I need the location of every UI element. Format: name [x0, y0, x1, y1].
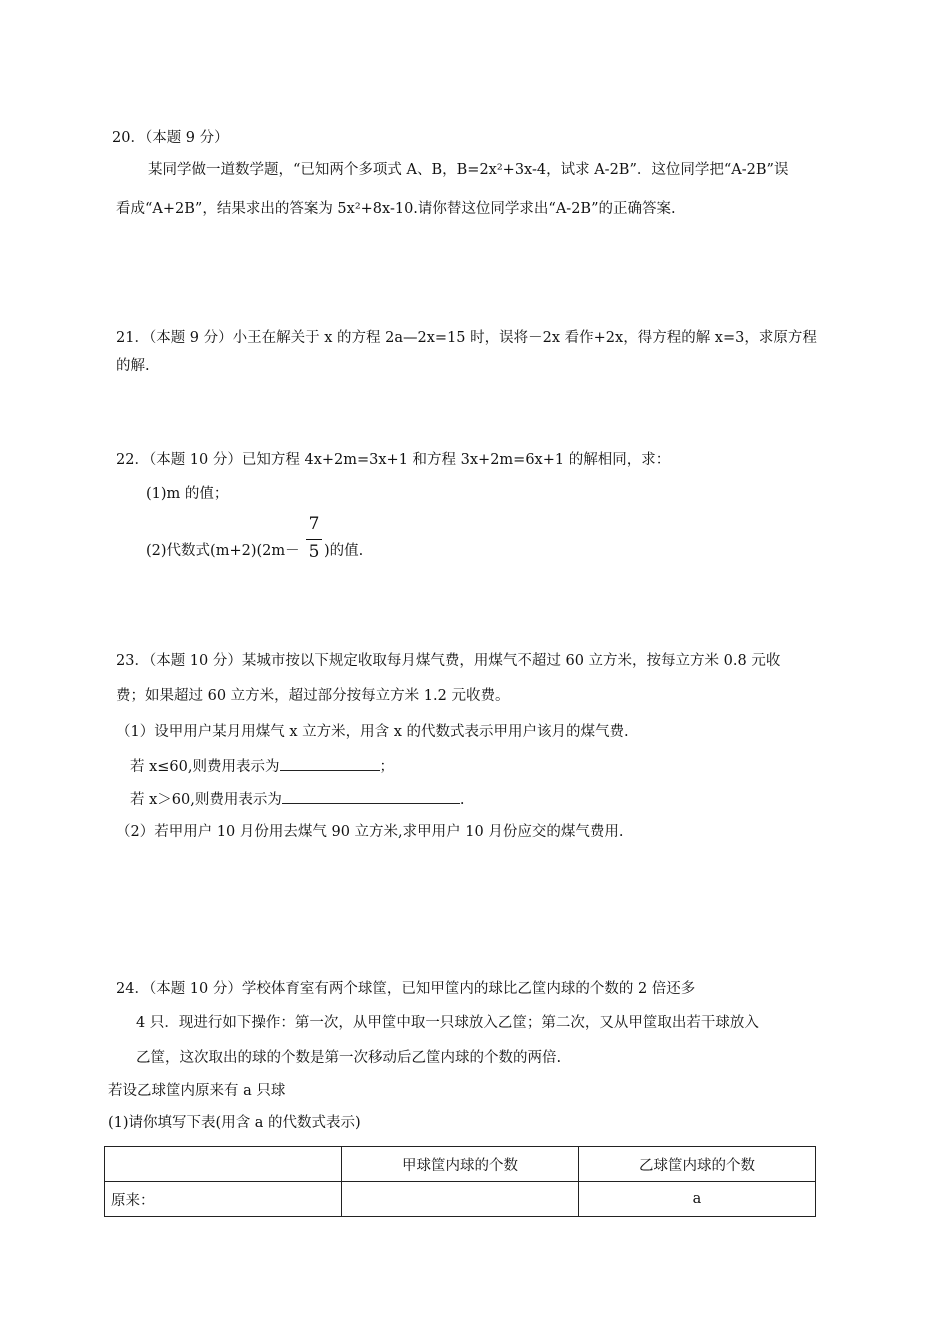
table-header-cell: 乙球筐内球的个数	[579, 1147, 816, 1182]
table-cell-label: 原来：	[105, 1182, 342, 1217]
q22-part2-suffix: )的值.	[324, 543, 364, 559]
q24-answer-table	[104, 1146, 816, 1217]
table-row	[105, 1182, 816, 1217]
q20-header: 20．（本题 9 分）	[112, 130, 229, 146]
q23-part2: （2）若甲用户 10 月份用去煤气 90 立方米,求甲用户 10 月份应交的煤气费用.	[116, 824, 624, 840]
table-header-cell: 甲球筐内球的个数	[342, 1147, 579, 1182]
q23-text-line2: 费；如果超过 60 立方米，超过部分按每立方米 1.2 元收费。	[116, 688, 510, 704]
q22-fraction-denominator: 5	[308, 542, 320, 562]
table-header-cell	[105, 1147, 342, 1182]
q22-part1: (1)m 的值；	[146, 486, 229, 502]
table-header-row	[105, 1147, 816, 1182]
q23-case1-answer-blank[interactable]	[280, 756, 380, 771]
q23-case1-suffix: ；	[379, 759, 394, 775]
table-cell-answer[interactable]	[342, 1182, 579, 1217]
table-cell-value: a	[579, 1182, 816, 1217]
q23-part1: （1）设甲用户某月用煤气 x 立方米，用含 x 的代数式表示甲用户该月的煤气费.	[116, 724, 629, 740]
q22-fraction-numerator: 7	[308, 514, 320, 534]
q24-text-line4: 若设乙球筐内原来有 a 只球	[108, 1083, 286, 1099]
q23-case1	[130, 756, 394, 777]
q23-case2-answer-blank[interactable]	[282, 789, 460, 804]
q22-part2-prefix: (2)代数式(m+2)(2m－	[146, 543, 300, 559]
q23-case2-prefix: 若 x＞60,则费用表示为	[130, 792, 282, 808]
q24-text-line2: 4 只．现进行如下操作：第一次，从甲筐中取一只球放入乙筐；第二次，又从甲筐取出若干球放入	[136, 1015, 759, 1031]
q20-text-line1: 某同学做一道数学题，“已知两个多项式 A、B，B=2x²+3x-4，试求 A-2B”．这位同学把“A-2B”误	[148, 162, 789, 178]
q20-text-line2: 看成“A+2B”，结果求出的答案为 5x²+8x-10.请你替这位同学求出“A-2B”的正确答案.	[116, 201, 676, 217]
q23-case1-prefix: 若 x≤60,则费用表示为	[130, 759, 280, 775]
q22-fraction-bar	[306, 539, 322, 540]
q23-case2-suffix: .	[459, 792, 465, 808]
q23-case2	[130, 789, 464, 810]
q23-text-line1: 23．（本题 10 分）某城市按以下规定收取每月煤气费，用煤气不超过 60 立方米，按每立方米 0.8 元收	[116, 653, 781, 669]
q24-text-line5: (1)请你填写下表(用含 a 的代数式表示)	[108, 1115, 361, 1131]
q24-text-line1: 24．（本题 10 分）学校体育室有两个球筐，已知甲筐内的球比乙筐内球的个数的 2 倍还多	[116, 981, 696, 997]
q22-text-line1: 22．（本题 10 分）已知方程 4x+2m=3x+1 和方程 3x+2m=6x+1 的解相同，求：	[116, 452, 671, 468]
q21-text-line2: 的解.	[116, 358, 150, 374]
q21-text-line1: 21．（本题 9 分）小王在解关于 x 的方程 2a—2x=15 时，误将－2x 看作+2x，得方程的解 x=3，求原方程	[116, 330, 817, 346]
q24-text-line3: 乙筐，这次取出的球的个数是第一次移动后乙筐内球的个数的两倍.	[136, 1050, 562, 1066]
